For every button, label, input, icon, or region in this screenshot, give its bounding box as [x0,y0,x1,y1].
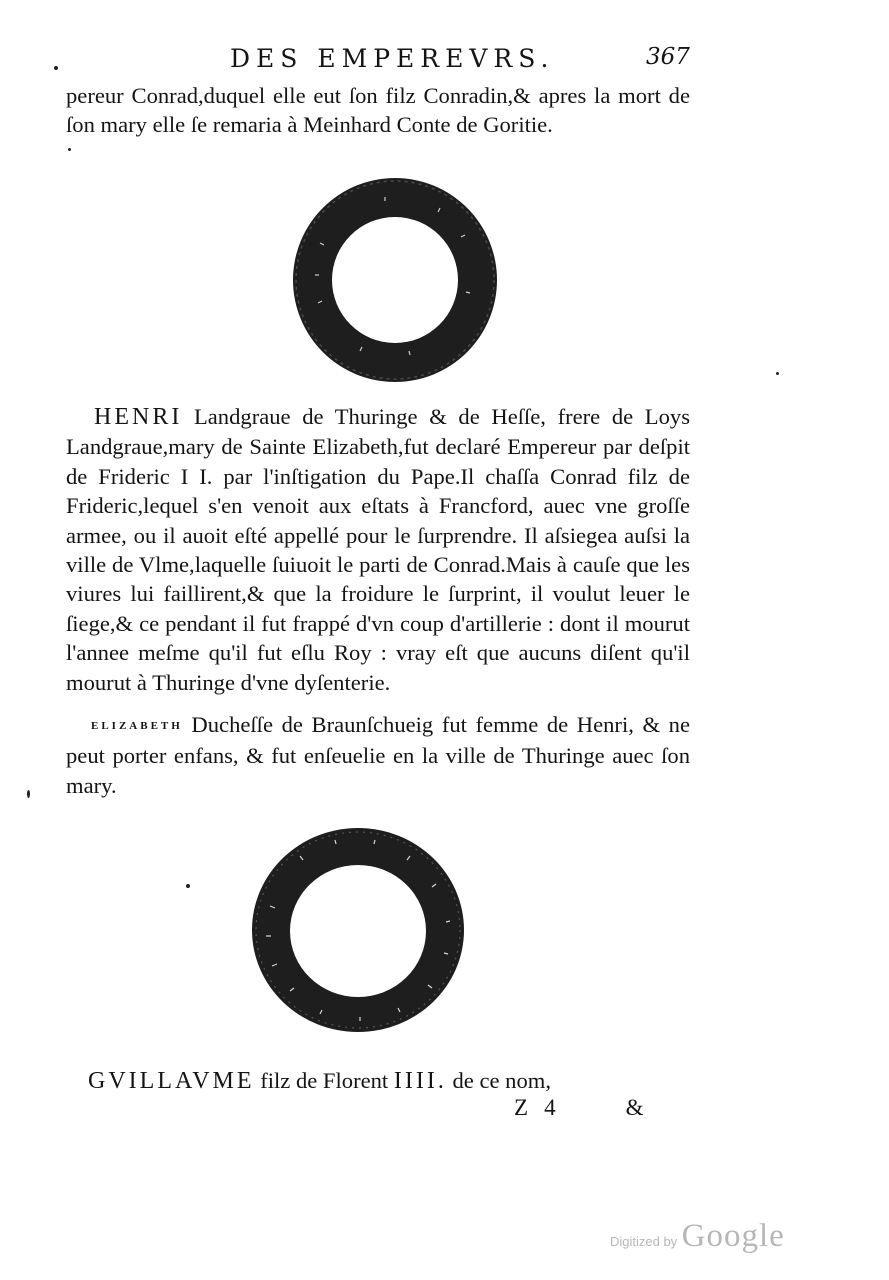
paragraph-henri [66,402,690,697]
ink-speck [68,148,71,151]
elizabeth-name: ELIZABETH [91,720,183,732]
watermark-prefix: Digitized by [610,1234,678,1249]
portrait-medallion-empty-2 [250,826,466,1034]
elizabeth-text: Ducheſſe de Braunſchueig fut femme de Henri, & ne peut porter enfans, & fut enſeuelie en la ville de Thuringe auec ſon mary. [66,712,690,798]
page-number: 367 [646,44,690,70]
guillaume-text-b: de ce nom, [452,1068,551,1093]
google-logo: Google [681,1218,785,1254]
guillaume-text-a: filz de Florent [260,1068,389,1093]
henri-name: HENRI [94,404,183,430]
signature-letter: Z [514,1095,529,1120]
catchline [514,1095,694,1121]
signature-number: 4 [544,1095,556,1120]
catchword: & [625,1095,644,1120]
ink-speck [186,884,190,888]
paragraph-elizabeth [66,710,690,800]
running-title: DES EMPEREVRS. [230,44,555,73]
ink-speck [27,790,30,798]
guillaume-roman: IIII. [393,1068,447,1094]
guillaume-name: GVILLAVME [88,1068,255,1094]
ink-speck [54,66,58,70]
portrait-medallion-empty [290,175,500,385]
henri-text: Landgraue de Thuringe & de Heſſe, frere de Loys Landgraue,mary de Sainte Elizabeth,fut declaré Empereur par deſpit de Frideric I I. par l'inſtigation du Pape.Il chaſſa Conrad filz de Frideric,lequel s'en venoit aux eſtats à Francford, auec vne groſſe armee, ou il auoit eſté appellé pour le ſurprendre. Il aſsiegea auſsi la ville de Vlme,laquelle ſuiuoit le parti de Conrad.Mais à cauſe que les viures lui faillirent,& que la froidure le ſurprint, il voulut leuer le ſiege,& ce pendant il fut frappé d'vn coup d'artillerie : dont il mourut l'annee meſme qu'il fut eſlu Roy : vray eſt que aucuns diſent qu'il mourut à Thuringe d'vne dyſenterie. [66,404,690,695]
paragraph-guillaume [88,1066,692,1096]
ink-speck [776,372,779,375]
digitized-watermark [610,1218,785,1255]
paragraph-conrad: pereur Conrad,duquel elle eut ſon filz Conradin,& apres la mort de ſon mary elle ſe remaria à Meinhard Conte de Goritie. [66,83,690,138]
